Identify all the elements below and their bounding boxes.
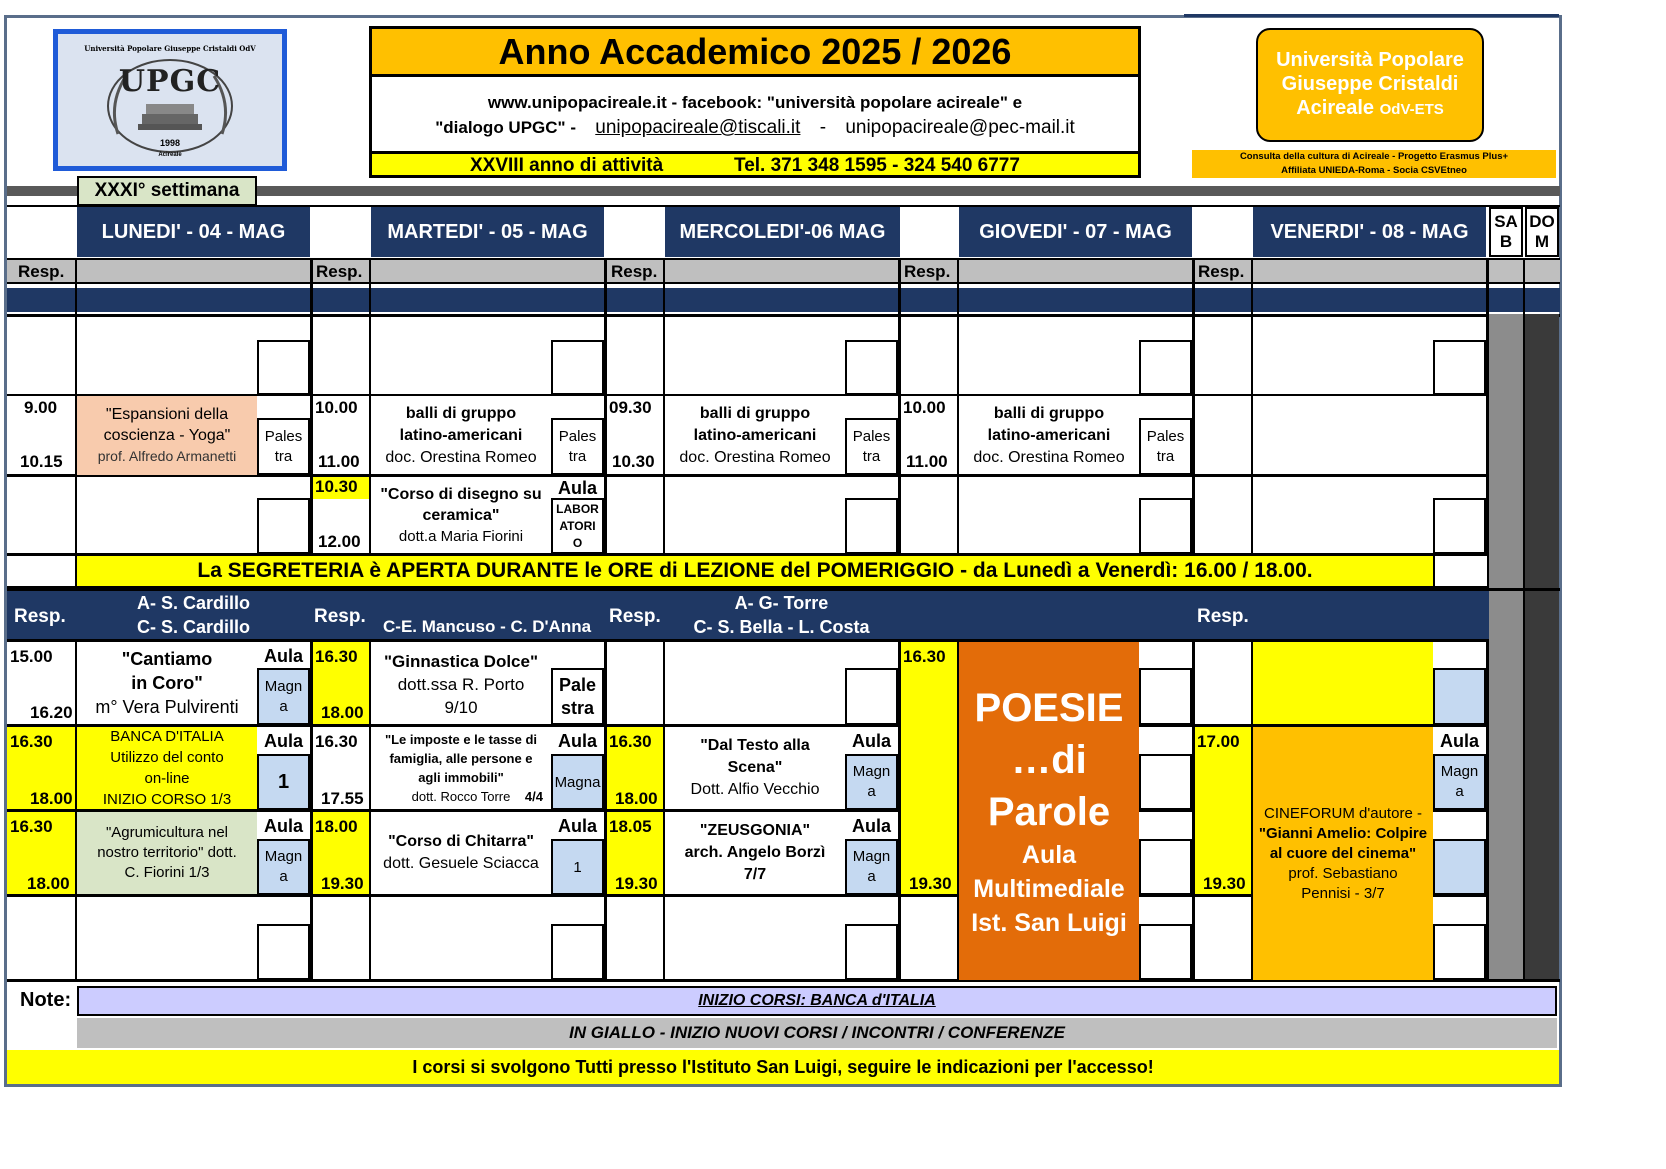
note-banca-text: INIZIO CORSI: BANCA d'ITALIA xyxy=(698,992,936,1009)
room-box xyxy=(257,498,310,554)
tue-imposte-course[interactable] xyxy=(371,727,551,809)
tue-imposte-l1: "Le imposte e le tasse di xyxy=(384,732,538,747)
vline-11 xyxy=(1523,258,1525,980)
tue-pm2-end: 17.55 xyxy=(321,789,364,808)
consulta-strip xyxy=(1184,14,1559,17)
room-box xyxy=(1139,924,1192,980)
pm-head-wed-1: A- G- Torre xyxy=(734,593,829,613)
tue-ginnastica-title: "Ginnastica Dolce" xyxy=(383,651,539,671)
thu-balli-room xyxy=(1139,418,1192,475)
room-box xyxy=(1139,839,1192,895)
fri-pm-yellow xyxy=(1195,727,1251,894)
tue-m2-start-text: 10.30 xyxy=(315,477,358,496)
wed-zeusgonia-l3: 7/7 xyxy=(743,866,767,883)
room-l2: a xyxy=(867,783,876,800)
page-title xyxy=(372,29,1138,77)
tue-balli-title: balli di gruppo latino-americani xyxy=(399,404,523,444)
thu-m-start: 10.00 xyxy=(903,398,946,417)
resp-tue: Resp. xyxy=(316,262,363,281)
resp-fri: Resp. xyxy=(1198,262,1245,281)
room-box xyxy=(845,340,898,395)
day-fri-label: VENERDI' - 08 - MAG xyxy=(1270,220,1469,243)
tue-balli-room xyxy=(551,418,604,475)
segreteria-white-right xyxy=(1433,556,1487,588)
mon-pm1-end: 16.20 xyxy=(30,703,73,722)
mon-coro-title: "Cantiamo in Coro" xyxy=(121,649,213,693)
logo-letters: UPGC xyxy=(118,64,222,99)
room-l1: Magn xyxy=(852,763,891,780)
room-box xyxy=(1433,340,1486,395)
wed-zeusgonia-course[interactable] xyxy=(665,812,845,894)
logo-year: 1998 xyxy=(159,138,181,148)
room-box xyxy=(1433,498,1486,554)
note-giallo-text: IN GIALLO - INIZIO NUOVI CORSI / INCONTRI / CONFERENZE xyxy=(569,1023,1065,1042)
tue-ginnastica-course[interactable] xyxy=(371,644,551,724)
thu-balli-course[interactable] xyxy=(959,396,1139,475)
fri-cine-room-2 xyxy=(1433,839,1486,895)
fri-cine-room xyxy=(1433,754,1486,810)
consulta-line-1: Consulta della cultura di Acireale - Progetto Erasmus Plus+ xyxy=(1239,151,1509,162)
thu-poesie-event[interactable] xyxy=(959,642,1139,980)
mon-agrumi-l3: C. Fiorini 1/3 xyxy=(124,864,210,881)
pm-head-mon-2: C- S. Cardillo xyxy=(136,617,250,637)
room-box xyxy=(845,668,898,725)
anno-text: XXVIII anno di attività xyxy=(470,155,664,176)
logo xyxy=(53,29,287,171)
thu-poesie-l3: Parole xyxy=(987,790,1111,834)
room-l1: Magn xyxy=(264,677,303,695)
consulta-box xyxy=(1192,150,1556,178)
note-giallo xyxy=(77,1018,1557,1048)
tue-imposte-l2: famiglia, alle persone e xyxy=(389,751,533,766)
email-sep: - xyxy=(819,117,827,138)
thu-pm-end: 19.30 xyxy=(909,874,952,893)
note-banca xyxy=(77,986,1557,1016)
mon-coro-room xyxy=(257,668,310,725)
wed-balli-teacher: doc. Orestina Romeo xyxy=(679,448,831,466)
tue-imposte-teacher-row xyxy=(371,787,551,806)
tue-ceramica-aula: Aula xyxy=(557,477,597,498)
room-l1: Pales xyxy=(1146,427,1185,445)
wed-testo-course[interactable] xyxy=(665,727,845,809)
resp-pm-tue: Resp. xyxy=(314,606,366,627)
tue-balli-course[interactable] xyxy=(371,396,551,475)
room-box xyxy=(1139,754,1192,810)
fri-cine-l4: prof. Sebastiano xyxy=(1288,864,1398,882)
email-link[interactable]: unipopacireale@tiscali.it xyxy=(595,117,801,138)
room-l1: LABOR xyxy=(556,501,599,516)
dom-1: DO xyxy=(1529,212,1555,231)
header-rule xyxy=(7,205,1560,207)
mon-coro-teacher: m° Vera Pulvirenti xyxy=(95,697,239,717)
room-l2: tra xyxy=(568,447,587,465)
thu-poesie-sub2: Multimediale xyxy=(973,875,1125,903)
wed-balli-title: balli di gruppo latino-americani xyxy=(693,404,817,444)
tue-pm3-start: 18.00 xyxy=(315,817,358,836)
resp-pm-wed: Resp. xyxy=(609,606,661,627)
room-l1: Magn xyxy=(1440,763,1479,780)
fri-cineforum-event[interactable] xyxy=(1253,727,1433,980)
wed-balli-course[interactable] xyxy=(665,396,845,475)
resp-pm-fri: Resp. xyxy=(1197,606,1249,627)
mon-yoga-title: "Espansioni della coscienza - Yoga" xyxy=(103,406,231,444)
mon-banca-l2: Utilizzo del conto xyxy=(110,749,224,766)
mon-pm1-start: 15.00 xyxy=(10,647,53,666)
resp-thu: Resp. xyxy=(904,262,951,281)
wed-pm3-start: 18.05 xyxy=(609,817,652,836)
website-line: www.unipopacireale.it - facebook: "università popolare acireale" e xyxy=(487,93,1023,112)
dom-column xyxy=(1525,314,1559,980)
resp-row xyxy=(7,258,1560,284)
pm-head-mon-1: A- S. Cardillo xyxy=(136,593,250,613)
mon-banca-aula: Aula xyxy=(263,730,303,751)
room-l2: tra xyxy=(1156,447,1175,465)
room-box xyxy=(845,924,898,980)
org-city-text: Acireale xyxy=(1296,97,1375,119)
fri-cine-l5: Pennisi - 3/7 xyxy=(1301,884,1385,902)
tue-m-start: 10.00 xyxy=(315,398,358,417)
room-box xyxy=(257,340,310,395)
tue-m-end: 11.00 xyxy=(318,452,360,471)
mon-banca-room: 1 xyxy=(257,754,310,810)
segreteria-text: La SEGRETERIA è APERTA DURANTE le ORE di LEZIONE del POMERIGGIO - da Lunedì a Venerdì: 16.00 / 18.00. xyxy=(197,559,1313,582)
resp-mon: Resp. xyxy=(18,262,65,281)
contact-bar xyxy=(372,151,1138,175)
room-l1: Magn xyxy=(852,848,891,865)
dialogo-text: "dialogo UPGC" - xyxy=(435,118,576,137)
fri-cine-l1: CINEFORUM d'autore - xyxy=(1264,804,1422,822)
tue-balli-teacher: doc. Orestina Romeo xyxy=(385,448,537,466)
wed-pm3-end: 19.30 xyxy=(615,874,658,893)
fri-pm1-yellow xyxy=(1253,642,1433,724)
mon-yoga-course[interactable] xyxy=(77,396,257,475)
day-header-tue xyxy=(371,207,604,257)
tue-chitarra-teacher: dott. Gesuele Sciacca xyxy=(383,855,539,872)
room-box xyxy=(551,924,604,980)
day-header-thu xyxy=(959,207,1192,257)
sab-column xyxy=(1489,314,1523,980)
room-box xyxy=(1433,924,1486,980)
fri-cine-l2: "Gianni Amelio: Colpire xyxy=(1258,824,1428,842)
mon-yoga-teacher: prof. Alfredo Armanetti xyxy=(97,448,237,464)
mon-agrumi-l2: nostro territorio" dott. xyxy=(97,844,237,861)
day-header-sab xyxy=(1489,207,1523,257)
tue-chitarra-course[interactable] xyxy=(371,812,551,894)
room-box xyxy=(845,498,898,554)
segreteria-banner xyxy=(77,556,1433,588)
fri-pm-start: 17.00 xyxy=(1197,732,1240,751)
org-city xyxy=(1296,96,1444,122)
org-suffix: OdV-ETS xyxy=(1379,101,1444,118)
day-tue-label: MARTEDI' - 05 - MAG xyxy=(387,220,588,243)
pm-head-wed-2: C- S. Bella - L. Costa xyxy=(693,617,870,637)
wed-zeusgonia-l2: arch. Angelo Borzì xyxy=(684,844,826,861)
thu-m-end: 11.00 xyxy=(906,452,948,471)
fri-cine-l3: al cuore del cinema" xyxy=(1269,844,1417,862)
wed-balli-room xyxy=(845,418,898,475)
logo-org-line: Università Popolare Giuseppe Cristaldi OdV xyxy=(84,44,256,53)
tue-pm3-end: 19.30 xyxy=(321,874,364,893)
thu-pm-yellow xyxy=(901,642,957,894)
day-wed-label: MERCOLEDI'-06 MAG xyxy=(679,220,886,243)
day-thu-label: GIOVEDI' - 07 - MAG xyxy=(979,220,1172,243)
room-l2: stra xyxy=(560,697,595,718)
segreteria-white-left xyxy=(7,556,75,588)
room-l2: a xyxy=(279,697,288,715)
tue-m2-start xyxy=(313,477,369,499)
blue-band xyxy=(7,288,1560,312)
room-l1: Magn xyxy=(264,848,303,865)
title-block xyxy=(369,26,1141,178)
tue-pm1-start: 16.30 xyxy=(315,647,358,666)
room-l2: tra xyxy=(862,447,881,465)
thu-balli-teacher: doc. Orestina Romeo xyxy=(973,448,1125,466)
logo-city: Acireale xyxy=(158,152,182,158)
tue-ginnastica-extra: 9/10 xyxy=(444,697,478,717)
thu-poesie-l2: …di xyxy=(1011,738,1087,782)
tue-ceramica-room xyxy=(551,498,604,554)
phone-text: Tel. 371 348 1595 - 324 540 6777 xyxy=(734,155,1020,176)
org-name-1: Università Popolare xyxy=(1276,49,1464,71)
room-l1: Pales xyxy=(558,427,597,445)
mon-agrumi-course[interactable] xyxy=(77,812,257,894)
mon-m-end: 10.15 xyxy=(20,452,63,471)
tue-chitarra-title: "Corso di Chitarra" xyxy=(388,833,534,850)
room-l2: ATORI xyxy=(559,518,596,533)
org-box xyxy=(1256,28,1484,142)
tue-imposte-teacher: dott. Rocco Torre xyxy=(411,789,511,804)
sab-1: SA xyxy=(1494,212,1518,231)
mon-coro-aula: Aula xyxy=(263,645,303,666)
tue-ceramica-course[interactable] xyxy=(371,477,551,554)
mon-yoga-room xyxy=(257,418,310,475)
day-header-fri xyxy=(1253,207,1486,257)
page-title-text: Anno Accademico 2025 / 2026 xyxy=(498,30,1012,72)
tue-imposte-l3: agli immobili" xyxy=(418,770,504,785)
pm-head-wed xyxy=(665,591,898,639)
wed-zeusgonia-aula: Aula xyxy=(851,815,891,836)
wed-zeusgonia-room xyxy=(845,839,898,895)
mon-m-start: 9.00 xyxy=(24,398,58,417)
fri-pm1-room xyxy=(1433,668,1486,725)
wed-testo-teacher: Dott. Alfio Vecchio xyxy=(690,781,820,798)
fri-cine-aula: Aula xyxy=(1439,730,1479,751)
wed-testo-l2: Scena" xyxy=(727,759,783,776)
pec-email[interactable]: unipopacireale@pec-mail.it xyxy=(845,117,1075,138)
email-line xyxy=(372,117,1138,139)
wed-pm2-start: 16.30 xyxy=(609,732,652,751)
tue-pm1-end: 18.00 xyxy=(321,703,364,722)
room-box xyxy=(551,340,604,395)
room-l1: Pales xyxy=(852,427,891,445)
mon-agrumi-l1: "Agrumicultura nel xyxy=(105,824,229,841)
room-l2: tra xyxy=(274,447,293,465)
room-l1: Pale xyxy=(558,674,597,695)
week-label-text: XXXI° settimana xyxy=(94,180,240,201)
resp-pm-mon: Resp. xyxy=(14,606,66,627)
wed-pm2-end: 18.00 xyxy=(615,789,658,808)
wed-m-end: 10.30 xyxy=(612,452,655,471)
mon-pm2-end: 18.00 xyxy=(30,789,73,808)
fri-pm-end: 19.30 xyxy=(1203,874,1246,893)
room-l2: a xyxy=(867,868,876,885)
tue-ginnastica-teacher: dott.ssa R. Porto xyxy=(397,674,525,694)
pm-head-tue: C-E. Mancuso - C. D'Anna xyxy=(383,617,592,636)
tue-imposte-room: Magna xyxy=(551,754,604,810)
mon-agrumi-room xyxy=(257,839,310,895)
mon-agrumi-aula: Aula xyxy=(263,815,303,836)
day-header-mon xyxy=(77,207,310,257)
org-name-2: Giuseppe Cristaldi xyxy=(1281,73,1459,95)
tue-pm2-start: 16.30 xyxy=(315,732,358,751)
mon-pm2-start: 16.30 xyxy=(10,732,53,751)
mon-banca-l3: on-line xyxy=(144,770,190,787)
week-label xyxy=(77,176,257,206)
resp-wed: Resp. xyxy=(611,262,658,281)
mon-banca-course[interactable] xyxy=(77,727,257,809)
mon-banca-l1: BANCA D'ITALIA xyxy=(110,728,224,745)
tue-imposte-count: 4/4 xyxy=(524,789,543,804)
thu-balli-title: balli di gruppo latino-americani xyxy=(987,404,1111,444)
day-mon-label: LUNEDI' - 04 - MAG xyxy=(101,220,286,243)
room-l1: Pales xyxy=(264,427,303,445)
wed-m-start: 09.30 xyxy=(609,398,652,417)
tue-imposte-aula: Aula xyxy=(557,730,597,751)
mon-pm3-end: 18.00 xyxy=(27,874,70,893)
mon-banca-l4: INIZIO CORSO 1/3 xyxy=(102,791,232,808)
thu-poesie-sub3: Ist. San Luigi xyxy=(971,909,1127,937)
sab-2: B xyxy=(1499,232,1513,251)
tue-chitarra-room: 1 xyxy=(551,839,604,895)
room-box xyxy=(1139,498,1192,554)
thu-poesie-l1: POESIE xyxy=(974,686,1124,730)
mon-pm3-start: 16.30 xyxy=(10,817,53,836)
thu-pm-start: 16.30 xyxy=(903,647,946,666)
tue-chitarra-aula: Aula xyxy=(557,815,597,836)
wed-testo-room xyxy=(845,754,898,810)
pm-head-mon xyxy=(77,591,310,639)
room-l3: O xyxy=(572,535,583,550)
note-istituto-text: I corsi si svolgono Tutti presso l'Istituto San Luigi, seguire le indicazioni per l'accesso! xyxy=(412,1056,1154,1077)
wed-testo-l1: "Dal Testo alla xyxy=(700,737,810,754)
notes-label: Note: xyxy=(20,989,72,1011)
room-box xyxy=(1139,668,1192,725)
thu-poesie-sub1: Aula xyxy=(1021,841,1077,869)
mon-coro-course[interactable] xyxy=(77,642,257,724)
dom-2: M xyxy=(1534,232,1550,251)
wed-testo-aula: Aula xyxy=(851,730,891,751)
room-box xyxy=(257,924,310,980)
tue-ginnastica-room xyxy=(551,668,604,725)
tue-m2-end: 12.00 xyxy=(318,532,361,551)
tue-ceramica-teacher: dott.a Maria Fiorini xyxy=(398,528,524,545)
note-istituto xyxy=(7,1050,1559,1084)
wed-zeusgonia-l1: "ZEUSGONIA" xyxy=(699,822,811,839)
room-l2: a xyxy=(279,868,288,885)
tue-ceramica-title: "Corso di disegno su ceramica" xyxy=(380,486,542,524)
day-header-wed xyxy=(665,207,900,257)
consulta-line-2: Affiliata UNIEDA-Roma - Socia CSVEtneo xyxy=(1281,165,1467,176)
room-l2: a xyxy=(1455,783,1464,800)
day-header-dom xyxy=(1525,207,1559,257)
room-box xyxy=(1139,340,1192,395)
